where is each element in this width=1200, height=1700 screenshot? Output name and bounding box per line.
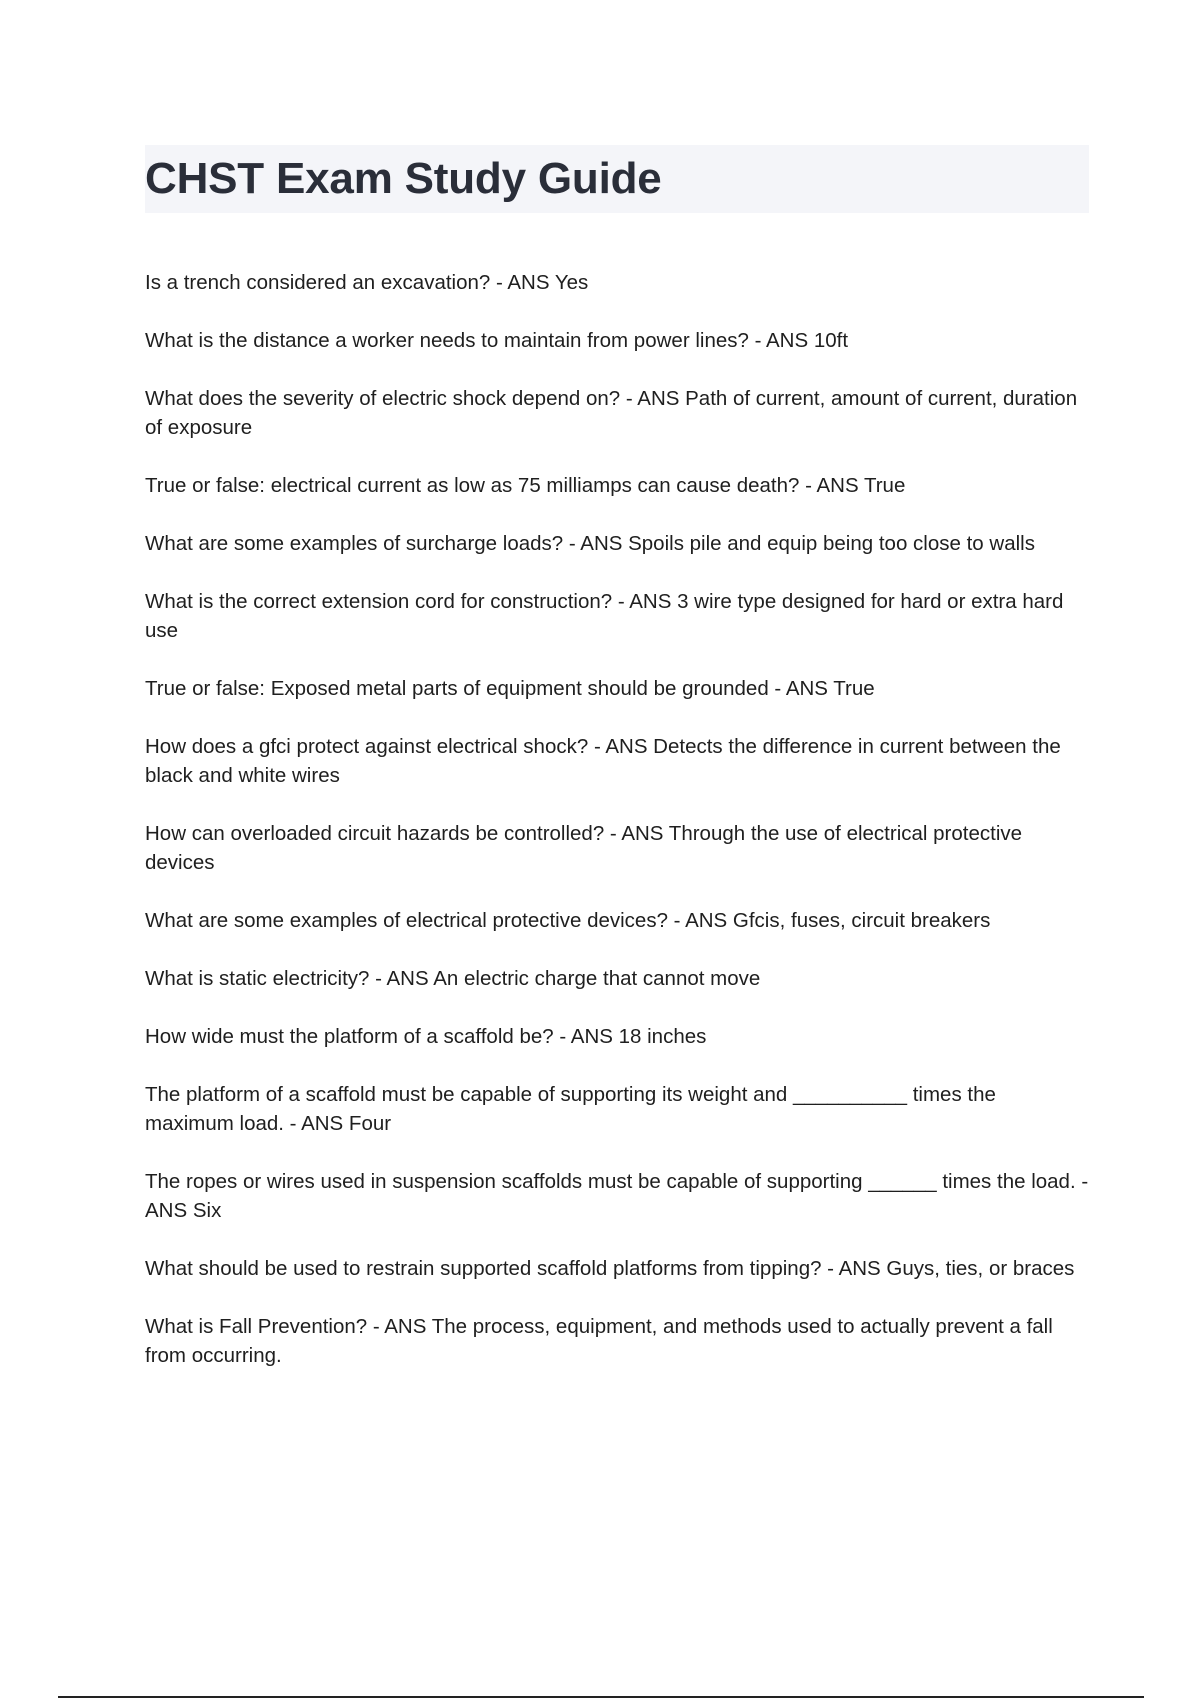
qa-list bbox=[145, 268, 1089, 1399]
qa-item: How wide must the platform of a scaffold be? - ANS 18 inches bbox=[145, 1025, 707, 1048]
qa-item: How does a gfci protect against electrical shock? - ANS Detects the difference in current between the black and white wires bbox=[145, 735, 1061, 787]
qa-item: The platform of a scaffold must be capable of supporting its weight and __________ times the maximum load. - ANS Four bbox=[145, 1083, 996, 1135]
title-banner bbox=[145, 145, 1089, 213]
qa-item: How can overloaded circuit hazards be controlled? - ANS Through the use of electrical protective devices bbox=[145, 822, 1023, 874]
qa-item: What are some examples of electrical protective devices? - ANS Gfcis, fuses, circuit breakers bbox=[145, 909, 991, 932]
page-title: CHST Exam Study Guide bbox=[145, 154, 662, 203]
qa-item: What is Fall Prevention? - ANS The process, equipment, and methods used to actually prevent a fall from occurring. bbox=[145, 1315, 1053, 1367]
qa-item: What is static electricity? - ANS An electric charge that cannot move bbox=[145, 967, 761, 990]
qa-item: What is the distance a worker needs to maintain from power lines? - ANS 10ft bbox=[145, 329, 849, 352]
qa-item: What does the severity of electric shock depend on? - ANS Path of current, amount of current, duration of exposure bbox=[145, 387, 1078, 439]
qa-item: True or false: electrical current as low as 75 milliamps can cause death? - ANS True bbox=[145, 474, 906, 497]
qa-item: What is the correct extension cord for construction? - ANS 3 wire type designed for hard or extra hard use bbox=[145, 590, 1064, 642]
qa-item: Is a trench considered an excavation? - ANS Yes bbox=[145, 271, 589, 294]
bottom-divider bbox=[58, 1696, 1144, 1698]
qa-item: The ropes or wires used in suspension scaffolds must be capable of supporting ______ times the load. - ANS Six bbox=[145, 1170, 1089, 1222]
qa-item: True or false: Exposed metal parts of equipment should be grounded - ANS True bbox=[145, 677, 875, 700]
qa-item: What should be used to restrain supported scaffold platforms from tipping? - ANS Guys, ties, or braces bbox=[145, 1257, 1075, 1280]
qa-item: What are some examples of surcharge loads? - ANS Spoils pile and equip being too close to walls bbox=[145, 532, 1035, 555]
